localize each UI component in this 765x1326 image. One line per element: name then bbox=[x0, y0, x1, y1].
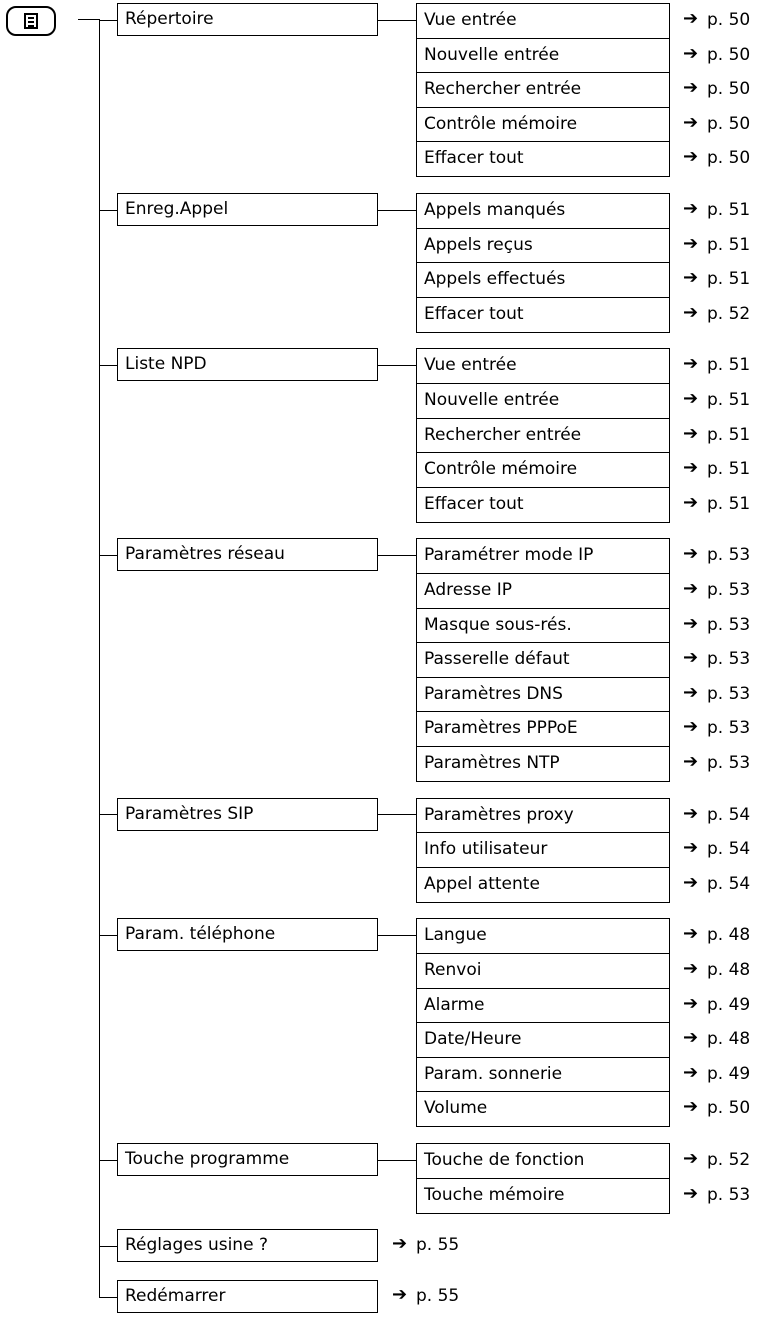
page-reference: p. 53 bbox=[707, 753, 751, 773]
page-reference: p. 50 bbox=[707, 148, 751, 168]
submenu-item-label: Appels effectués bbox=[424, 269, 566, 289]
branch-line bbox=[99, 1160, 117, 1161]
submenu-item-label: Contrôle mémoire bbox=[424, 459, 578, 479]
submenu-item-label: Rechercher entrée bbox=[424, 425, 582, 445]
submenu-item-label: Adresse IP bbox=[424, 580, 513, 600]
page-reference: p. 48 bbox=[707, 925, 751, 945]
arrow-icon: ➔ bbox=[683, 872, 699, 893]
submenu-connector bbox=[378, 1160, 416, 1161]
submenu-connector bbox=[378, 814, 416, 815]
page-reference: p. 53 bbox=[707, 649, 751, 669]
page-reference: p. 51 bbox=[707, 269, 751, 289]
arrow-icon: ➔ bbox=[683, 492, 699, 513]
page-reference: p. 50 bbox=[707, 45, 751, 65]
arrow-icon: ➔ bbox=[683, 751, 699, 772]
submenu-item-label: Paramètres NTP bbox=[424, 753, 560, 773]
connector-line bbox=[78, 19, 100, 20]
page-reference: p. 55 bbox=[416, 1286, 460, 1307]
submenu-item-label: Alarme bbox=[424, 995, 485, 1015]
arrow-icon: ➔ bbox=[683, 1027, 699, 1048]
submenu-item-label: Touche de fonction bbox=[424, 1150, 585, 1170]
submenu-item-label: Appel attente bbox=[424, 874, 540, 894]
arrow-icon: ➔ bbox=[683, 457, 699, 478]
arrow-icon: ➔ bbox=[683, 543, 699, 564]
page-reference: p. 53 bbox=[707, 615, 751, 635]
submenu-item-label: Vue entrée bbox=[424, 355, 517, 375]
submenu-connector bbox=[378, 20, 416, 21]
submenu-item-label: Renvoi bbox=[424, 960, 482, 980]
arrow-icon: ➔ bbox=[683, 958, 699, 979]
menu-item-label: Redémarrer bbox=[125, 1286, 226, 1307]
menu-item-label: Répertoire bbox=[125, 9, 214, 29]
branch-line bbox=[99, 935, 117, 936]
menu-item-label: Paramètres réseau bbox=[125, 544, 285, 565]
submenu-connector bbox=[378, 935, 416, 936]
page-reference: p. 54 bbox=[707, 874, 751, 894]
arrow-icon: ➔ bbox=[683, 647, 699, 668]
arrow-icon: ➔ bbox=[683, 77, 699, 98]
submenu-item-label: Param. sonnerie bbox=[424, 1064, 563, 1084]
arrow-icon: ➔ bbox=[683, 993, 699, 1014]
page-reference: p. 53 bbox=[707, 580, 751, 600]
submenu-item-label: Date/Heure bbox=[424, 1029, 522, 1049]
submenu-item-label: Nouvelle entrée bbox=[424, 390, 560, 410]
submenu-connector bbox=[378, 365, 416, 366]
arrow-icon: ➔ bbox=[683, 388, 699, 409]
menu-item-label: Liste NPD bbox=[125, 354, 207, 375]
arrow-icon: ➔ bbox=[392, 1233, 408, 1255]
arrow-icon: ➔ bbox=[683, 302, 699, 323]
menu-item-label: Enreg.Appel bbox=[125, 199, 229, 219]
branch-line bbox=[99, 20, 117, 21]
branch-line bbox=[99, 1246, 117, 1247]
page-reference: p. 51 bbox=[707, 425, 751, 445]
arrow-icon: ➔ bbox=[683, 682, 699, 703]
page-reference: p. 51 bbox=[707, 235, 751, 255]
submenu-item-label: Rechercher entrée bbox=[424, 79, 582, 99]
menu-item-label: Param. téléphone bbox=[125, 924, 276, 945]
page-reference: p. 51 bbox=[707, 200, 751, 220]
page-reference: p. 49 bbox=[707, 1064, 751, 1084]
submenu-item-label: Contrôle mémoire bbox=[424, 114, 578, 134]
submenu-item-label: Effacer tout bbox=[424, 494, 524, 514]
menu-item-label: Réglages usine ? bbox=[125, 1235, 268, 1256]
page-reference: p. 51 bbox=[707, 494, 751, 514]
page-reference: p. 55 bbox=[416, 1235, 460, 1256]
submenu-item-label: Touche mémoire bbox=[424, 1185, 565, 1205]
arrow-icon: ➔ bbox=[683, 837, 699, 858]
arrow-icon: ➔ bbox=[683, 353, 699, 374]
arrow-icon: ➔ bbox=[683, 1062, 699, 1083]
arrow-icon: ➔ bbox=[683, 1183, 699, 1204]
arrow-icon: ➔ bbox=[683, 267, 699, 288]
branch-line bbox=[99, 1297, 117, 1298]
submenu-item-label: Paramétrer mode IP bbox=[424, 545, 594, 565]
submenu-item-label: Paramètres proxy bbox=[424, 805, 574, 825]
arrow-icon: ➔ bbox=[683, 233, 699, 254]
submenu-item-label: Volume bbox=[424, 1098, 488, 1118]
trunk-line bbox=[99, 19, 100, 1298]
submenu-item-label: Appels manqués bbox=[424, 200, 566, 220]
arrow-icon: ➔ bbox=[683, 803, 699, 824]
submenu-item-label: Nouvelle entrée bbox=[424, 45, 560, 65]
page-reference: p. 50 bbox=[707, 1098, 751, 1118]
submenu-item-label: Paramètres PPPoE bbox=[424, 718, 578, 738]
submenu-item-label: Effacer tout bbox=[424, 148, 524, 168]
branch-line bbox=[99, 210, 117, 211]
menu-key-icon bbox=[6, 6, 56, 36]
page-reference: p. 50 bbox=[707, 79, 751, 99]
submenu-item-label: Appels reçus bbox=[424, 235, 533, 255]
submenu-connector bbox=[378, 210, 416, 211]
submenu-item-label: Passerelle défaut bbox=[424, 649, 570, 669]
menu-item-label: Touche programme bbox=[125, 1149, 290, 1169]
arrow-icon: ➔ bbox=[683, 716, 699, 737]
arrow-icon: ➔ bbox=[683, 112, 699, 133]
page-reference: p. 51 bbox=[707, 390, 751, 410]
submenu-connector bbox=[378, 555, 416, 556]
arrow-icon: ➔ bbox=[392, 1284, 408, 1306]
submenu-item-label: Paramètres DNS bbox=[424, 684, 563, 704]
arrow-icon: ➔ bbox=[683, 43, 699, 64]
arrow-icon: ➔ bbox=[683, 1096, 699, 1117]
page-reference: p. 49 bbox=[707, 995, 751, 1015]
submenu-item-label: Langue bbox=[424, 925, 487, 945]
page-reference: p. 50 bbox=[707, 10, 751, 30]
menu-item-label: Paramètres SIP bbox=[125, 803, 254, 824]
arrow-icon: ➔ bbox=[683, 923, 699, 944]
page-reference: p. 53 bbox=[707, 1185, 751, 1205]
page-reference: p. 54 bbox=[707, 839, 751, 859]
branch-line bbox=[99, 555, 117, 556]
page-reference: p. 53 bbox=[707, 684, 751, 704]
page-reference: p. 51 bbox=[707, 355, 751, 375]
submenu-item-label: Vue entrée bbox=[424, 10, 517, 30]
page-reference: p. 53 bbox=[707, 545, 751, 565]
page-reference: p. 50 bbox=[707, 114, 751, 134]
submenu-item-label: Info utilisateur bbox=[424, 839, 548, 859]
arrow-icon: ➔ bbox=[683, 146, 699, 167]
page-reference: p. 51 bbox=[707, 459, 751, 479]
arrow-icon: ➔ bbox=[683, 8, 699, 29]
page-reference: p. 54 bbox=[707, 805, 751, 825]
arrow-icon: ➔ bbox=[683, 578, 699, 599]
page-reference: p. 48 bbox=[707, 960, 751, 980]
branch-line bbox=[99, 814, 117, 815]
arrow-icon: ➔ bbox=[683, 613, 699, 634]
arrow-icon: ➔ bbox=[683, 1148, 699, 1169]
arrow-icon: ➔ bbox=[683, 198, 699, 219]
page-reference: p. 52 bbox=[707, 304, 751, 324]
arrow-icon: ➔ bbox=[683, 423, 699, 444]
page-reference: p. 53 bbox=[707, 718, 751, 738]
submenu-item-label: Masque sous-rés. bbox=[424, 615, 572, 635]
page-reference: p. 48 bbox=[707, 1029, 751, 1049]
submenu-item-label: Effacer tout bbox=[424, 304, 524, 324]
page-reference: p. 52 bbox=[707, 1150, 751, 1170]
branch-line bbox=[99, 365, 117, 366]
